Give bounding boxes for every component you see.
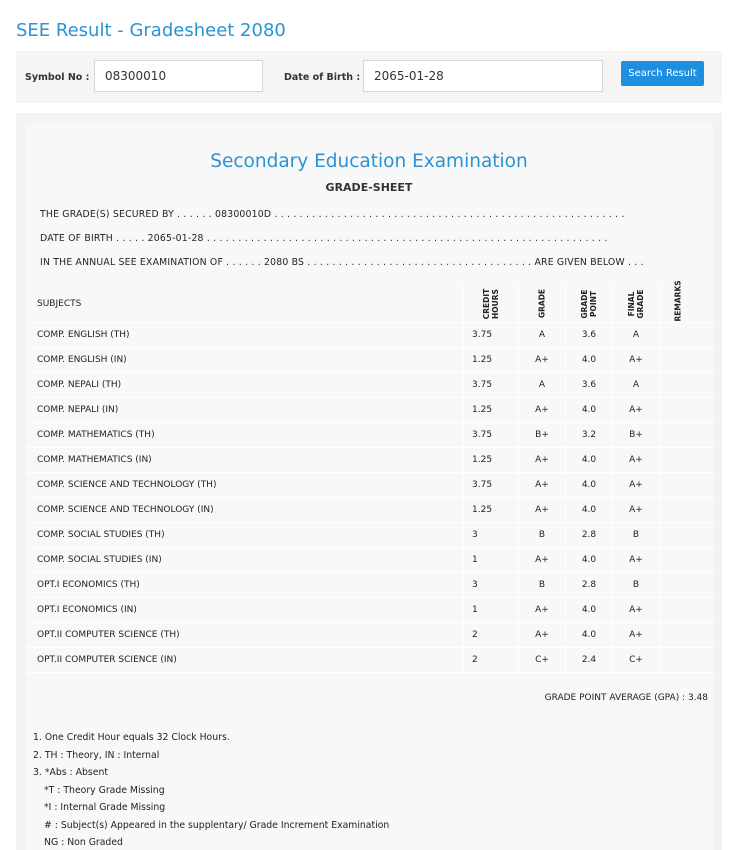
- gpa-line: GRADE POINT AVERAGE (GPA) : 3.48: [544, 693, 708, 703]
- dob-input[interactable]: 2065-01-28: [363, 60, 603, 92]
- dob-line: DATE OF BIRTH . . . . . 2065-01-28 . . . . . . . . . . . . . . . . . . . . . . . . . . . . . . . . . . . . . . . . . . . . . . . . . . . . . . . . . . . . . . . .: [40, 233, 608, 244]
- grade-point-cell: 4.0: [566, 548, 613, 573]
- grade-cell: A+: [519, 348, 566, 373]
- credit-hours-cell: 1.25: [464, 448, 519, 473]
- grade-point-header: [566, 286, 613, 323]
- grade-point-cell: 4.0: [566, 398, 613, 423]
- remarks-cell: [660, 548, 715, 573]
- subject-cell: OPT.I ECONOMICS (IN): [26, 598, 464, 623]
- final-grade-cell: A+: [613, 448, 660, 473]
- grade-cell: A: [519, 323, 566, 348]
- remarks-cell: [660, 648, 715, 673]
- grades-table-body: [26, 323, 714, 673]
- table-row: [26, 423, 714, 448]
- final-grade-cell: B: [613, 573, 660, 598]
- grade-header: [519, 286, 566, 323]
- exam-line: IN THE ANNUAL SEE EXAMINATION OF . . . . . . 2080 BS . . . . . . . . . . . . . . . . . . . . . . . . . . . . . . . . . . . . ARE GIVEN BELOW . . .: [40, 257, 644, 268]
- final-grade-cell: A+: [613, 473, 660, 498]
- remarks-cell: [660, 423, 715, 448]
- credit-hours-cell: 1: [464, 598, 519, 623]
- table-row: [26, 448, 714, 473]
- grade-point-cell: 3.6: [566, 373, 613, 398]
- search-bar: [16, 51, 722, 103]
- subject-cell: COMP. MATHEMATICS (TH): [26, 423, 464, 448]
- subject-cell: COMP. SCIENCE AND TECHNOLOGY (TH): [26, 473, 464, 498]
- grade-point-cell: 2.4: [566, 648, 613, 673]
- grade-cell: A: [519, 373, 566, 398]
- credit-hours-cell: 1.25: [464, 498, 519, 523]
- table-row: [26, 348, 714, 373]
- subject-cell: COMP. SCIENCE AND TECHNOLOGY (IN): [26, 498, 464, 523]
- final-grade-header-label: FINAL GRADE: [627, 288, 645, 319]
- grade-cell: A+: [519, 448, 566, 473]
- grade-cell: B+: [519, 423, 566, 448]
- subject-cell: COMP. NEPALI (TH): [26, 373, 464, 398]
- grades-table: [26, 280, 714, 673]
- final-grade-cell: A+: [613, 348, 660, 373]
- grade-header-label: GRADE: [537, 288, 547, 319]
- page-title: SEE Result - Gradesheet 2080: [16, 20, 286, 41]
- grades-header-row: [26, 286, 714, 323]
- grade-point-cell: 4.0: [566, 448, 613, 473]
- final-grade-cell: C+: [613, 648, 660, 673]
- grade-point-cell: 3.6: [566, 323, 613, 348]
- note-item: # : Subject(s) Appeared in the supplentary/ Grade Increment Examination: [44, 820, 390, 831]
- credit-hours-cell: 3.75: [464, 473, 519, 498]
- subject-cell: COMP. MATHEMATICS (IN): [26, 448, 464, 473]
- final-grade-cell: B: [613, 523, 660, 548]
- remarks-cell: [660, 373, 715, 398]
- final-grade-cell: A: [613, 323, 660, 348]
- remarks-header: [660, 280, 715, 323]
- grade-point-cell: 3.2: [566, 423, 613, 448]
- remarks-header-label: REMARKS: [673, 280, 683, 322]
- subject-cell: COMP. ENGLISH (TH): [26, 323, 464, 348]
- table-row: [26, 573, 714, 598]
- credit-hours-cell: 1.25: [464, 398, 519, 423]
- remarks-cell: [660, 623, 715, 648]
- exam-title: Secondary Education Examination: [210, 151, 528, 172]
- symbol-no-input[interactable]: 08300010: [94, 60, 263, 92]
- final-grade-cell: A: [613, 373, 660, 398]
- subject-cell: COMP. ENGLISH (IN): [26, 348, 464, 373]
- grade-cell: A+: [519, 398, 566, 423]
- remarks-cell: [660, 323, 715, 348]
- credit-hours-header: [464, 286, 519, 323]
- final-grade-cell: A+: [613, 598, 660, 623]
- credit-hours-header-label: CREDIT HOURS: [482, 288, 500, 319]
- credit-hours-cell: 3.75: [464, 423, 519, 448]
- grade-point-cell: 4.0: [566, 498, 613, 523]
- note-item: 1. One Credit Hour equals 32 Clock Hours.: [33, 732, 230, 743]
- symbol-no-label: Symbol No :: [25, 72, 90, 83]
- grade-cell: B: [519, 573, 566, 598]
- table-row: [26, 398, 714, 423]
- final-grade-cell: A+: [613, 623, 660, 648]
- table-row: [26, 598, 714, 623]
- subject-cell: COMP. SOCIAL STUDIES (IN): [26, 548, 464, 573]
- subjects-header: SUBJECTS: [26, 286, 464, 323]
- table-row: [26, 548, 714, 573]
- grade-cell: B: [519, 523, 566, 548]
- table-row: [26, 648, 714, 673]
- grade-cell: A+: [519, 623, 566, 648]
- remarks-cell: [660, 573, 715, 598]
- subject-cell: COMP. SOCIAL STUDIES (TH): [26, 523, 464, 548]
- final-grade-cell: A+: [613, 398, 660, 423]
- grade-sheet-title: GRADE-SHEET: [325, 181, 413, 194]
- remarks-cell: [660, 598, 715, 623]
- table-row: [26, 323, 714, 348]
- grade-cell: A+: [519, 498, 566, 523]
- remarks-cell: [660, 473, 715, 498]
- table-row: [26, 523, 714, 548]
- grade-cell: C+: [519, 648, 566, 673]
- subject-cell: OPT.II COMPUTER SCIENCE (TH): [26, 623, 464, 648]
- note-item: 3. *Abs : Absent: [33, 767, 108, 778]
- remarks-cell: [660, 523, 715, 548]
- subject-cell: COMP. NEPALI (IN): [26, 398, 464, 423]
- grade-cell: A+: [519, 473, 566, 498]
- credit-hours-cell: 2: [464, 623, 519, 648]
- final-grade-cell: A+: [613, 548, 660, 573]
- search-result-button[interactable]: Search Result: [621, 61, 704, 86]
- credit-hours-cell: 3: [464, 523, 519, 548]
- credit-hours-cell: 1.25: [464, 348, 519, 373]
- secured-by-line: THE GRADE(S) SECURED BY . . . . . . 08300010D . . . . . . . . . . . . . . . . . . . . . . . . . . . . . . . . . . . . . . . . . . . . . . . . . . . . . . . .: [40, 209, 625, 220]
- credit-hours-cell: 1: [464, 548, 519, 573]
- gradesheet-panel: [16, 113, 722, 850]
- note-item: NG : Non Graded: [44, 837, 123, 848]
- credit-hours-cell: 3.75: [464, 323, 519, 348]
- remarks-cell: [660, 348, 715, 373]
- note-item: *T : Theory Grade Missing: [44, 785, 165, 796]
- table-row: [26, 623, 714, 648]
- credit-hours-cell: 3.75: [464, 373, 519, 398]
- table-row: [26, 373, 714, 398]
- grade-point-cell: 2.8: [566, 573, 613, 598]
- dob-label: Date of Birth :: [284, 72, 361, 83]
- note-item: 2. TH : Theory, IN : Internal: [33, 750, 160, 761]
- credit-hours-cell: 3: [464, 573, 519, 598]
- note-item: *I : Internal Grade Missing: [44, 802, 166, 813]
- table-row: [26, 473, 714, 498]
- remarks-cell: [660, 448, 715, 473]
- grade-point-cell: 4.0: [566, 348, 613, 373]
- subject-cell: OPT.I ECONOMICS (TH): [26, 573, 464, 598]
- remarks-cell: [660, 398, 715, 423]
- final-grade-header: [613, 286, 660, 323]
- credit-hours-cell: 2: [464, 648, 519, 673]
- table-row: [26, 498, 714, 523]
- final-grade-cell: B+: [613, 423, 660, 448]
- grade-point-cell: 2.8: [566, 523, 613, 548]
- grade-point-cell: 4.0: [566, 598, 613, 623]
- grade-point-header-label: GRADE POINT: [580, 288, 598, 319]
- grade-point-cell: 4.0: [566, 623, 613, 648]
- grade-cell: A+: [519, 598, 566, 623]
- grade-point-cell: 4.0: [566, 473, 613, 498]
- final-grade-cell: A+: [613, 498, 660, 523]
- subject-cell: OPT.II COMPUTER SCIENCE (IN): [26, 648, 464, 673]
- remarks-cell: [660, 498, 715, 523]
- grade-cell: A+: [519, 548, 566, 573]
- gradesheet: [25, 123, 713, 850]
